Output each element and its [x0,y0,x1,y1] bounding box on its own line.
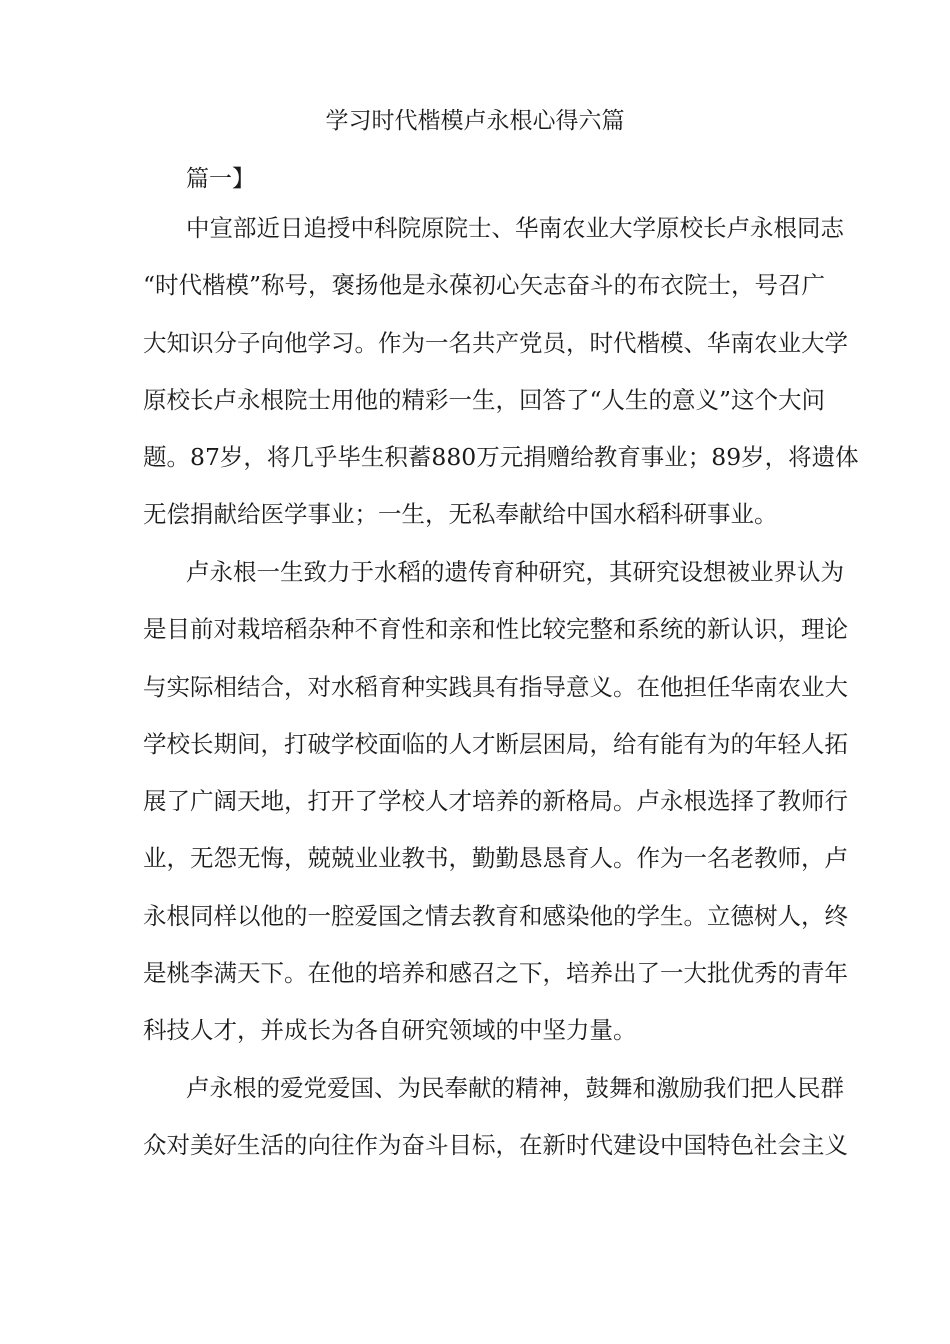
text-line: “时代楷模”称号，褒扬他是永葆初心矢志奋斗的布衣院士，号召广 [143,271,826,300]
text-line: 是桃李满天下。在他的培养和感召之下，培养出了一大批优秀的青年 [143,959,848,988]
text-line: 卢永根的爱党爱国、为民奉献的精神，鼓舞和激励我们把人民群 [186,1074,844,1102]
text-line: 大知识分子向他学习。作为一名共产党员，时代楷模、华南农业大学 [143,328,848,357]
text-line: 原校长卢永根院士用他的精彩一生，回答了“人生的意义”这个大问 [143,385,826,414]
text-line: 题。87岁，将几乎毕生积蓄880万元捐赠给教育事业；89岁，将遗体 [143,443,859,472]
text-line: 学校长期间，打破学校面临的人才断层困局，给有能有为的年轻人拓 [143,729,848,758]
text-line: 展了广阔天地，打开了学校人才培养的新格局。卢永根选择了教师行 [143,787,848,816]
section-label: 篇一】 [186,166,255,192]
paragraph-3 [143,1060,848,1175]
text-line: 业，无怨无悔，兢兢业业教书，勤勤恳恳育人。作为一名老教师，卢 [143,844,848,873]
text-line: 与实际相结合，对水稻育种实践具有指导意义。在他担任华南农业大 [143,672,848,701]
text-line: 科技人才，并成长为各自研究领域的中坚力量。 [143,1016,637,1045]
paragraph-2 [143,544,848,1060]
text-line: 是目前对栽培稻杂种不育性和亲和性比较完整和系统的新认识，理论 [143,615,848,644]
text-line: 众对美好生活的向往作为奋斗目标，在新时代建设中国特色社会主义 [143,1131,848,1160]
text-line: 中宣部近日追授中科院原院士、华南农业大学原校长卢永根同志 [186,214,844,242]
document-title: 学习时代楷模卢永根心得六篇 [325,108,625,134]
text-line: 永根同样以他的一腔爱国之情去教育和感染他的学生。立德树人，终 [143,901,848,930]
text-line: 卢永根一生致力于水稻的遗传育种研究，其研究设想被业界认为 [186,558,844,586]
paragraph-1 [143,200,859,544]
text-line: 无偿捐献给医学事业；一生，无私奉献给中国水稻科研事业。 [143,500,778,529]
